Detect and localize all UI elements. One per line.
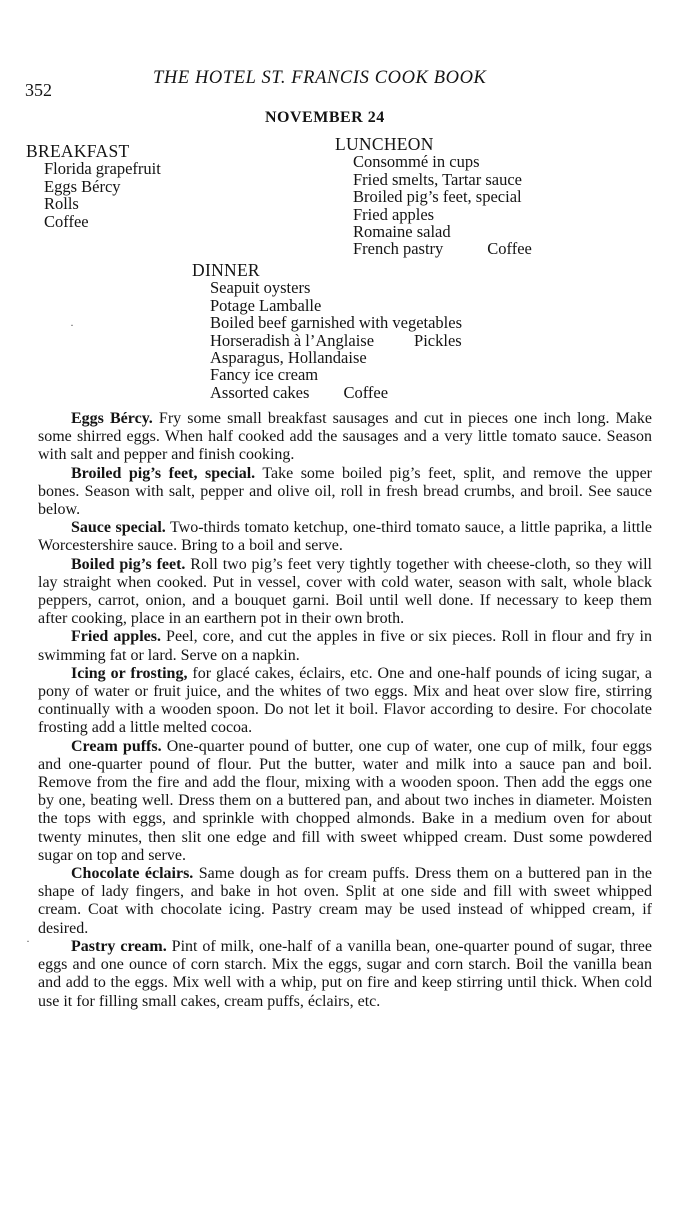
recipe-name: Chocolate éclairs. <box>71 865 194 883</box>
recipe-name: Cream puffs. <box>71 737 162 755</box>
menu-item-row <box>210 384 462 401</box>
menu-item: Coffee <box>44 211 89 231</box>
recipe-paragraph <box>38 938 652 1011</box>
menu-item: Broiled pig’s feet, special <box>353 187 522 207</box>
recipe-paragraph <box>38 738 652 865</box>
recipes-section <box>38 410 652 1011</box>
recipe-name: Eggs Bércy. <box>71 410 153 427</box>
menu-item: Eggs Bércy <box>44 176 121 196</box>
menu-item: Romaine salad <box>353 222 451 242</box>
recipe-paragraph <box>38 865 652 938</box>
recipe-text: Take some boiled pig’s feet, split, and remove the upper bones. Season with salt, pepper and olive oil, roll in fresh bread crumbs, and broil. See sauce below. <box>38 464 652 519</box>
menu-item: Asparagus, Hollandaise <box>210 348 367 368</box>
menu-item: Rolls <box>44 194 79 214</box>
luncheon-title: LUNCHEON <box>335 134 434 154</box>
running-head: THE HOTEL ST. FRANCIS COOK BOOK <box>153 68 487 88</box>
recipe-text: Fry some small breakfast sausages and cut in pieces one inch long. Make some shirred eggs. When half cooked add the sausages and a very little tomato sauce. Season with salt and pepper and finish cooking. <box>38 410 653 464</box>
menu-item: French pastry <box>353 239 444 259</box>
recipe-name: Sauce special. <box>71 519 166 537</box>
menu-item: Fancy ice cream <box>210 365 319 385</box>
page-number: 352 <box>25 80 52 100</box>
recipe-text: Same dough as for cream puffs. Dress them on a buttered pan in the shape of lady fingers, and bake in hot oven. Split at one side and fill with sweet whipped cream. Coat with chocolate icing. Pastry cream may be used instead of whipped cream, if desired. <box>38 865 652 937</box>
recipe-name: Fried apples. <box>71 628 161 646</box>
breakfast-items <box>26 160 161 230</box>
menu-item: Boiled beef garnished with vegetables <box>210 313 463 333</box>
menu-item: Fried smelts, Tartar sauce <box>353 169 522 189</box>
breakfast-menu <box>26 143 161 230</box>
margin-mark: · <box>26 934 30 948</box>
recipe-name: Broiled pig’s feet, special. <box>71 464 256 482</box>
menu-item: Seapuit oysters <box>210 278 311 298</box>
dinner-items <box>192 279 462 401</box>
recipe-paragraph <box>38 628 652 664</box>
menu-item: Horseradish à l’Anglaise <box>210 330 375 350</box>
margin-mark: · <box>70 318 74 332</box>
luncheon-items <box>335 153 532 257</box>
dinner-title: DINNER <box>192 260 260 280</box>
menu-item: Consommé in cups <box>353 152 480 172</box>
luncheon-coffee: Coffee <box>487 239 532 259</box>
recipe-text: One-quarter pound of butter, one cup of water, one cup of milk, four eggs and one-quarter pound of flour. Put the butter, water and milk into a sauce pan and boil. Remove from the fire and add the flour, mixing with a wooden spoon. Then add the eggs one by one, beating well. Dress them on a buttered pan, and about two inches in diameter. Moisten the tops with eggs, and sprinkle with chopped almonds. Bake in a medium oven for about twenty minutes, then slit one edge and fill with sweet whipped cream. Dust some powdered sugar on top and serve. <box>38 737 652 864</box>
recipe-paragraph <box>38 556 652 629</box>
recipe-text: Peel, core, and cut the apples in five or six pieces. Roll in flour and fry in swimming fat or lard. Serve on a napkin. <box>38 628 652 664</box>
recipe-paragraph <box>38 465 652 520</box>
breakfast-title: BREAKFAST <box>26 141 130 161</box>
recipe-text: Pint of milk, one-half of a vanilla bean, one-quarter pound of sugar, three eggs and one ounce of corn starch. Mix the eggs, sugar and corn starch. Boil the vanilla bean and add to the eggs. Mix well with a whip, put on fire and keep stirring until thick. When cold use it for filling small cakes, cream puffs, éclairs, etc. <box>38 937 652 1010</box>
dinner-menu <box>192 262 462 401</box>
recipe-name: Icing or frosting, <box>71 664 188 682</box>
dinner-coffee: Coffee <box>343 382 389 402</box>
menu-item: Florida grapefruit <box>44 159 161 179</box>
date-heading: NOVEMBER 24 <box>265 109 385 126</box>
menu-item-row <box>210 332 462 349</box>
recipe-text: Roll two pig’s feet very tightly together with cheese-cloth, so they will lay straight when cooked. Put in vessel, cover with cold water, season with salt, whole black peppers, carrot, onion, and a bouquet garni. Boil until well done. If necessary to keep them after cooking, place in an earthern pot in their own broth. <box>38 555 652 628</box>
recipe-text: for glacé cakes, éclairs, etc. One and one-half pounds of icing sugar, a pony of water or fruit juice, and the whites of two eggs. Mix and heat over slow fire, stirring continually with a wooden spoon. Do not let it boil. Flavor according to desire. For chocolate frosting add a little melted cocoa. <box>38 664 653 737</box>
menu-item: Fried apples <box>353 204 435 224</box>
recipe-paragraph <box>38 665 652 738</box>
menu-item-row <box>353 240 532 257</box>
recipe-text: Two-thirds tomato ketchup, one-third tomato sauce, a little paprika, a little Worcestershire sauce. Bring to a boil and serve. <box>38 519 653 555</box>
dinner-pickles: Pickles <box>414 330 462 350</box>
recipe-paragraph <box>38 410 652 465</box>
luncheon-menu <box>335 136 532 258</box>
recipe-name: Pastry cream. <box>71 937 167 955</box>
menu-item: Potage Lamballe <box>210 295 322 315</box>
menu-item: Assorted cakes <box>210 382 310 402</box>
recipe-name: Boiled pig’s feet. <box>71 555 186 573</box>
recipe-paragraph <box>38 519 652 555</box>
